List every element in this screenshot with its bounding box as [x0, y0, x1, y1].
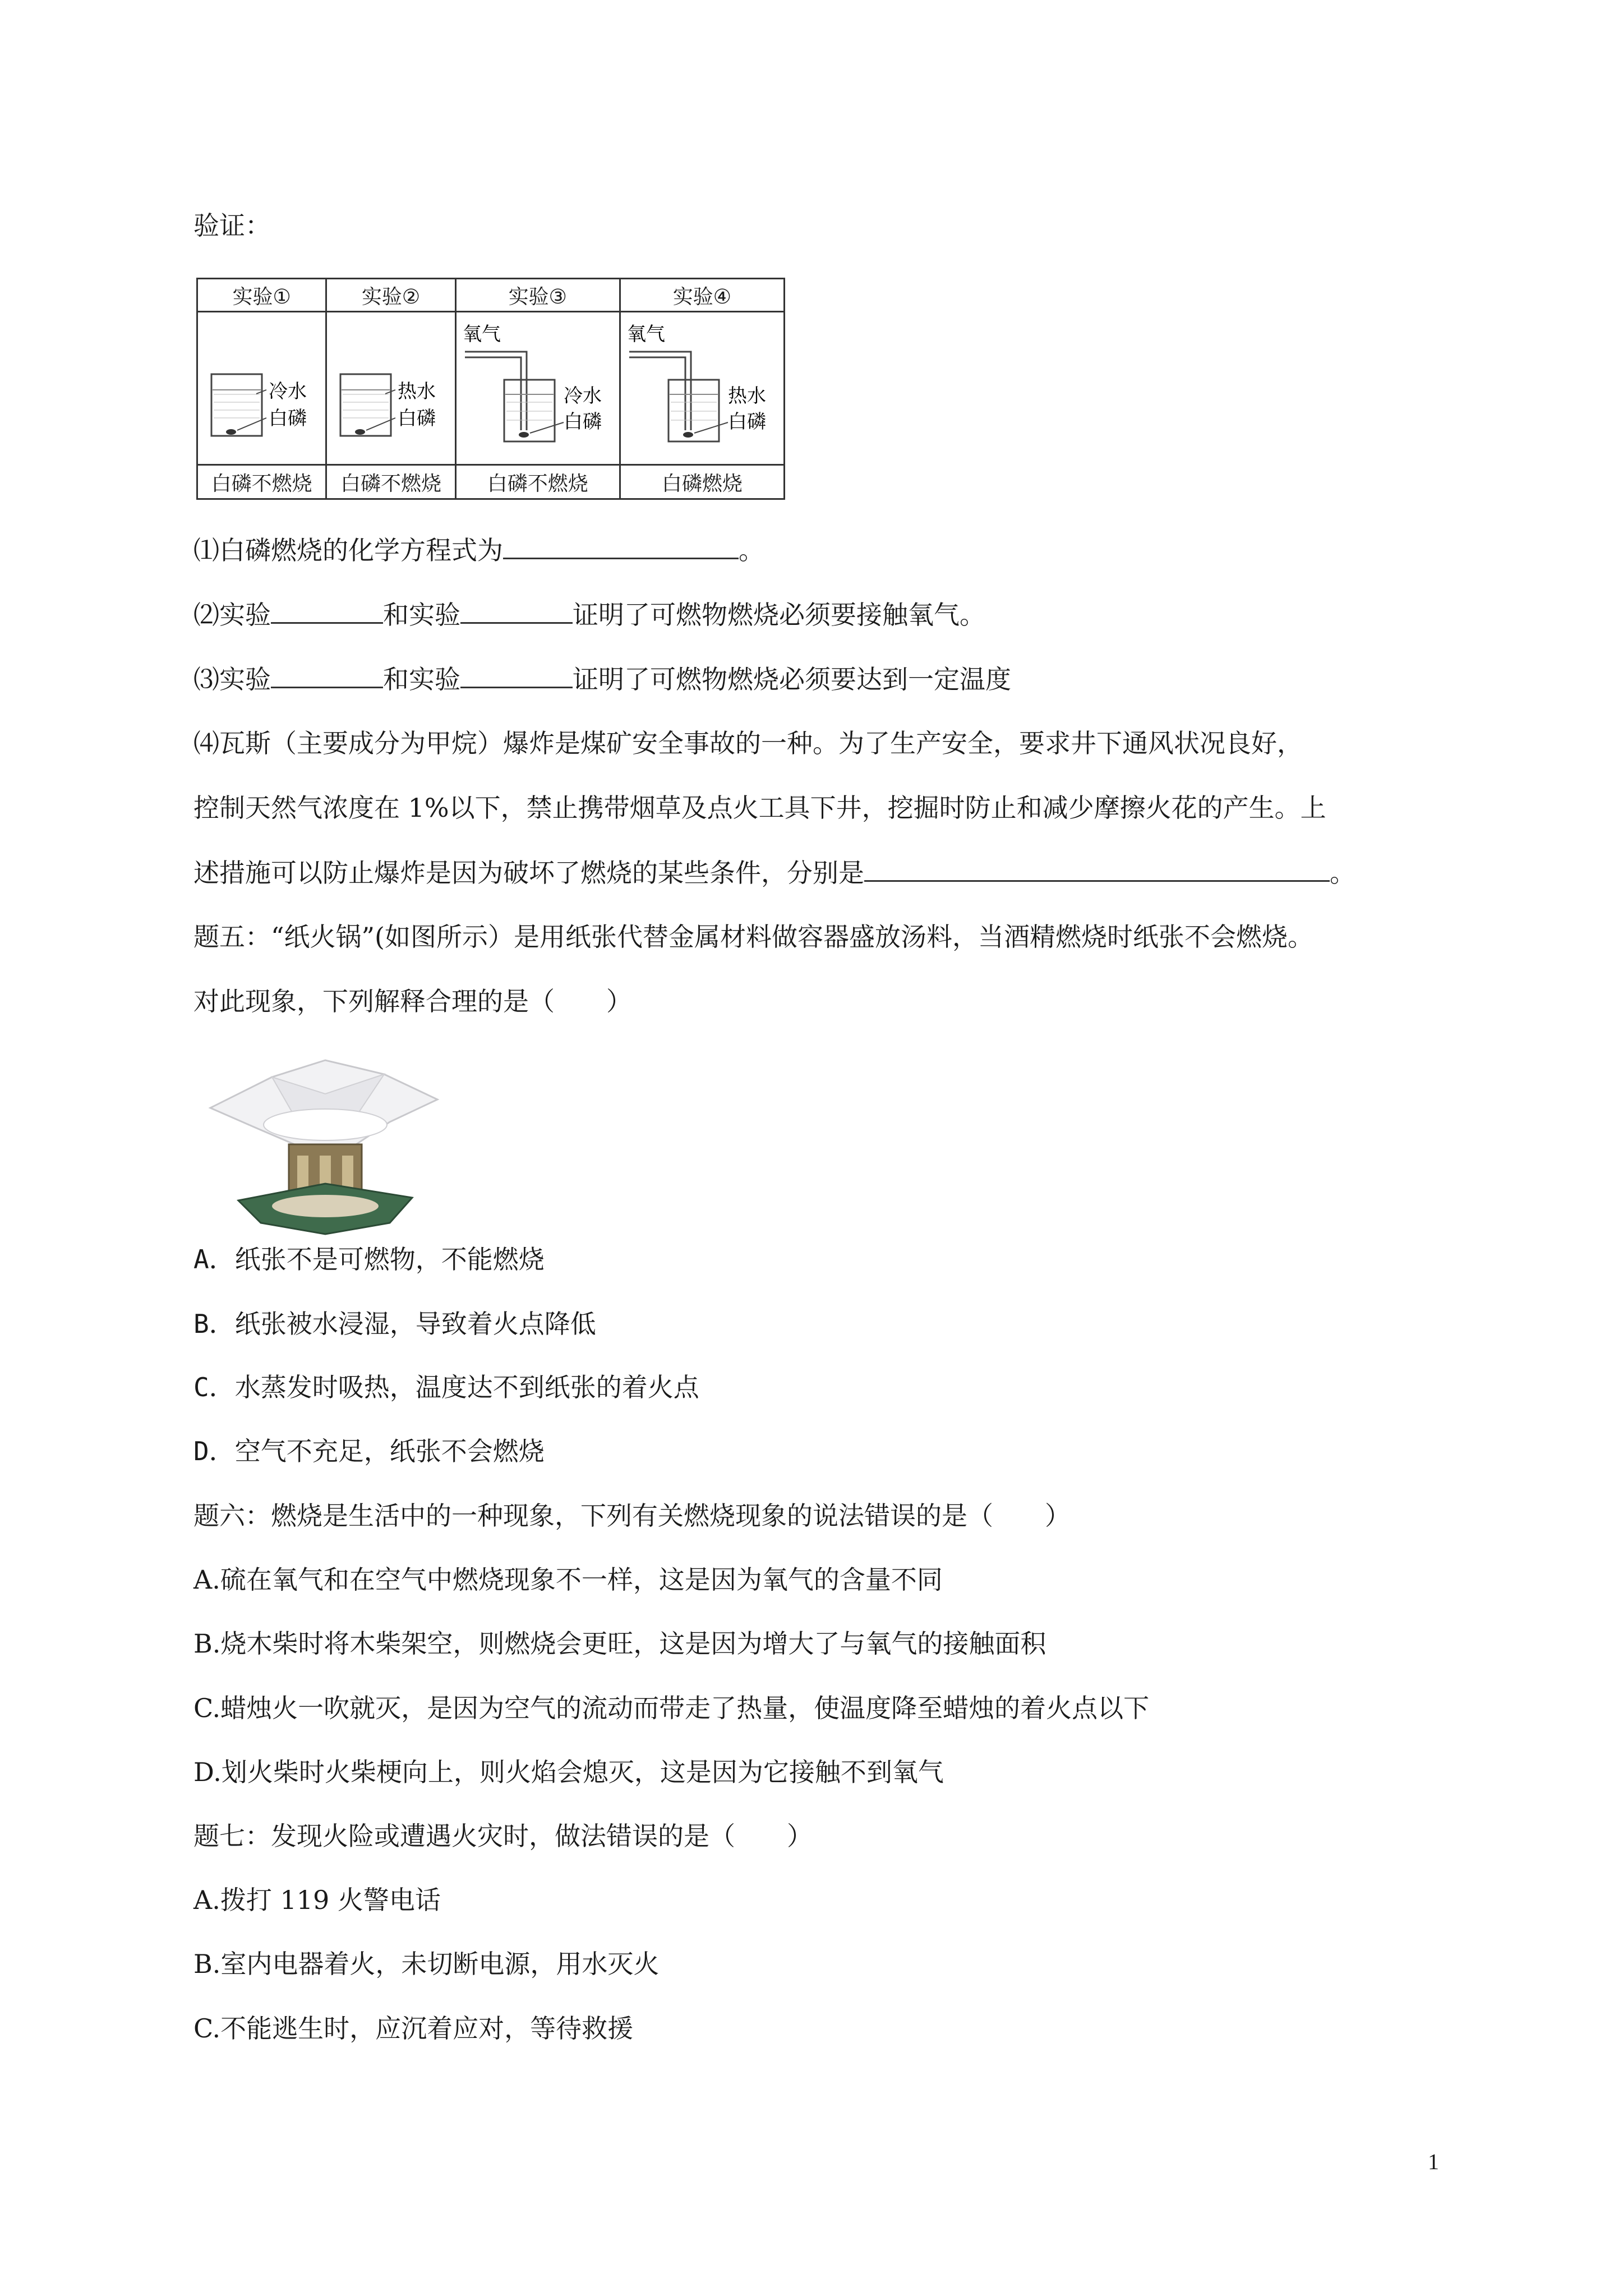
water-label: 热水 — [727, 385, 766, 407]
question-5-line-1: 题五：“纸火锅”(如图所示）是用纸张代替金属材料做容器盛放汤料，当酒精燃烧时纸张不会燃烧。 — [193, 922, 1313, 952]
question-6-option[interactable]: B.烧木柴时将木柴架空，则燃烧会更旺，这是因为增大了与氧气的接触面积 — [193, 1628, 1046, 1659]
question-5-line-2: 对此现象，下列解释合理的是（ ） — [193, 986, 632, 1016]
question-7-option[interactable]: A.拨打 119 火警电话 — [193, 1885, 441, 1915]
table-header: 实验④ — [620, 279, 784, 312]
question-5-option[interactable]: A．纸张不是可燃物，不能燃烧 — [193, 1244, 545, 1274]
beaker-with-oxygen-tube-icon — [459, 318, 616, 458]
answer-blank[interactable] — [864, 855, 1330, 882]
answer-blank[interactable] — [271, 662, 383, 688]
result-cell: 白磷不燃烧 — [455, 465, 620, 499]
beaker-with-oxygen-tube-icon — [624, 318, 781, 458]
question-text: ⑵实验 — [193, 600, 271, 630]
question-7-option[interactable]: C.不能逃生时，应沉着应对，等待救援 — [193, 2013, 634, 2044]
section-heading: 验证： — [193, 210, 271, 241]
question-6-option[interactable]: C.蜡烛火一吹就灭，是因为空气的流动而带走了热量，使温度降至蜡烛的着火点以下 — [193, 1693, 1150, 1723]
question-1 — [193, 533, 764, 567]
experiment-1-diagram — [197, 312, 326, 465]
result-cell: 白磷燃烧 — [620, 465, 784, 499]
answer-blank[interactable] — [460, 597, 573, 624]
question-6-stem: 题六：燃烧是生活中的一种现象，下列有关燃烧现象的说法错误的是（ ） — [193, 1501, 1071, 1531]
phosphorus-label: 白磷 — [727, 411, 766, 433]
question-text: 述措施可以防止爆炸是因为破坏了燃烧的某些条件，分别是 — [193, 858, 864, 888]
phosphorus-label: 白磷 — [268, 407, 307, 430]
table-header: 实验② — [326, 279, 455, 312]
beaker-icon — [200, 318, 324, 458]
question-6-option[interactable]: D.划火柴时火柴梗向上，则火焰会熄灭，这是因为它接触不到氧气 — [193, 1757, 944, 1787]
punctuation: 。 — [1330, 858, 1355, 888]
result-cell: 白磷不燃烧 — [326, 465, 455, 499]
experiment-4-diagram — [620, 312, 784, 465]
result-cell: 白磷不燃烧 — [197, 465, 326, 499]
phosphorus-label: 白磷 — [563, 411, 602, 433]
experiment-3-diagram — [455, 312, 620, 465]
water-label: 冷水 — [563, 385, 602, 407]
page-number: 1 — [1428, 2149, 1439, 2174]
beaker-icon — [329, 318, 453, 458]
question-text: 证明了可燃物燃烧必须要达到一定温度 — [573, 664, 1011, 694]
answer-blank[interactable] — [460, 662, 573, 688]
answer-blank[interactable] — [503, 533, 739, 559]
paper-hotpot-image — [205, 1055, 446, 1240]
table-header: 实验① — [197, 279, 326, 312]
question-text: 证明了可燃物燃烧必须要接触氧气。 — [573, 600, 985, 630]
experiment-2-diagram — [326, 312, 455, 465]
question-text: ⑶实验 — [193, 664, 271, 694]
question-text: 和实验 — [383, 600, 460, 630]
punctuation: 。 — [739, 535, 764, 565]
question-4-line-1: ⑷瓦斯（主要成分为甲烷）爆炸是煤矿安全事故的一种。为了生产安全，要求井下通风状况良好， — [193, 728, 1303, 758]
question-4-line-2: 控制天然气浓度在 1%以下，禁止携带烟草及点火工具下井，挖掘时防止和减少摩擦火花的产生。上 — [193, 793, 1326, 823]
phosphorus-label: 白磷 — [397, 407, 436, 430]
oxygen-label: 氧气 — [462, 323, 501, 346]
question-text: ⑴白磷燃烧的化学方程式为 — [193, 535, 503, 565]
oxygen-label: 氧气 — [626, 323, 665, 346]
experiment-table — [196, 278, 785, 500]
water-label: 冷水 — [268, 380, 307, 403]
question-4-line-3 — [193, 855, 1355, 890]
table-header: 实验③ — [455, 279, 620, 312]
water-label: 热水 — [397, 380, 436, 403]
question-7-option[interactable]: B.室内电器着火，未切断电源，用水灭火 — [193, 1949, 660, 1979]
question-3 — [193, 662, 1011, 696]
question-text: 和实验 — [383, 664, 460, 694]
question-5-option[interactable]: D．空气不充足，纸张不会燃烧 — [193, 1436, 545, 1466]
question-5-option[interactable]: B．纸张被水浸湿，导致着火点降低 — [193, 1309, 596, 1339]
question-5-option[interactable]: C．水蒸发时吸热，温度达不到纸张的着火点 — [193, 1372, 699, 1402]
question-6-option[interactable]: A.硫在氧气和在空气中燃烧现象不一样，这是因为氧气的含量不同 — [193, 1565, 943, 1595]
question-2 — [193, 597, 985, 632]
question-7-stem: 题七：发现火险或遭遇火灾时，做法错误的是（ ） — [193, 1821, 813, 1851]
answer-blank[interactable] — [271, 597, 383, 624]
